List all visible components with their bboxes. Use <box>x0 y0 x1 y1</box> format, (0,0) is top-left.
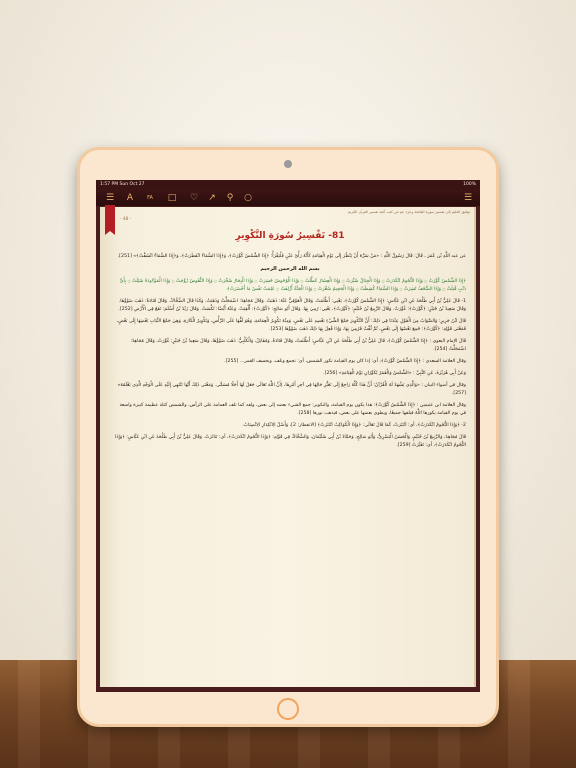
paragraph: وقال في أضواء البيان : «وَالَّذِي يَشْهَدُ لَهُ الْقُرْآنُ: أَنَّ هَذَا كُلَّهُ رَاجِعٌ إِلَى تَغَيُّرِ حَالِهَا فِي آخِرِ أَمْرِهَا، لِأَنَّ اللَّهَ تَعَالَى جَعَلَ لَهَا أَجَلًا مُسَمًّى. وَمَعْنَى ذَلِكَ أَنَّهَا تَنْتَهِي إِلَيْهِ عَلَى الْوَجْهِ الَّذِي يَعْلَمُهُ» [257]. <box>117 383 466 396</box>
paragraph: ﴿إِذَا الشَّمْسُ كُوِّرَتْ ۝ وَإِذَا النُّجُومُ انْكَدَرَتْ ۝ وَإِذَا الْجِبَالُ سُيِّرَتْ ۝ وَإِذَا الْعِشَارُ عُطِّلَتْ ۝ وَإِذَا الْوُحُوشُ حُشِرَتْ ۝ وَإِذَا الْبِحَارُ سُجِّرَتْ ۝ وَإِذَا النُّفُوسُ زُوِّجَتْ ۝ وَإِذَا الْمَوْءُودَةُ سُئِلَتْ ۝ بِأَيِّ ذَنْبٍ قُتِلَتْ ۝ وَإِذَا الصُّحُفُ نُشِرَتْ ۝ وَإِذَا السَّمَاءُ كُشِطَتْ ۝ وَإِذَا الْجَحِيمُ سُعِّرَتْ ۝ وَإِذَا الْجَنَّةُ أُزْلِفَتْ ۝ عَلِمَتْ نَفْسٌ مَا أَحْضَرَتْ﴾. <box>119 279 466 292</box>
comment-icon[interactable]: ○ <box>244 193 252 203</box>
paragraph: وقال العلامة السعدي : ﴿إِذَا الشَّمْسُ كُوِّرَتْ﴾، أي: إذا كان يوم القيامة تكور الشمس، أي: تجمع وتلف، ويخسف القمر... [255]. <box>224 359 466 364</box>
status-time: 1:57 PM Sun Oct 27 <box>100 182 145 187</box>
toolbar <box>96 190 480 206</box>
paragraph: وَعَنْ أَبِي هُرَيْرَةَ، عَنِ النَّبِيِّ : «الشَّمْسُ وَالْقَمَرُ يُكَوَّرَانِ يَوْمَ الْقِيَامَةِ» [256]. <box>323 371 466 376</box>
paragraph: 1- قَالَ عَلِيُّ بْنُ أَبِي طَلْحَةَ عَنِ ابْنِ عَبَّاسٍ: ﴿إِذَا الشَّمْسُ كُوِّرَتْ﴾، يَعْنِي: أَظْلَمَتْ. وَقَالَ الْعَوْفِيُّ عَنْهُ: ذَهَبَتْ. وَقَالَ مُجَاهِدٌ: اضْمَحَلَّتْ وَذَهَبَتْ. وَكَذَا قَالَ الضَّحَّاكُ. وَقَالَ قَتَادَةُ: ذَهَبَ ضَوْؤُهَا. وَقَالَ سَعِيدُ بْنُ جُبَيْرٍ: ﴿كُوِّرَتْ﴾: غُوِّرَتْ. وَقَالَ الرَّبِيعُ بْنُ خُثَيْمٍ: ﴿كُوِّرَتْ﴾، يَعْنِي: رُمِيَ بِهَا. وَقَالَ أَبُو صَالِحٍ: ﴿كُوِّرَتْ﴾: أُلْقِيَتْ. وَعَنْهُ أَيْضًا: نُكِّسَتْ. وَقَالَ زَيْدُ بْنُ أَسْلَمَ: تَقَعُ فِي الْأَرْضِ [252]. <box>118 299 466 312</box>
page-content <box>114 229 466 454</box>
library-icon[interactable]: ☰ <box>105 193 115 203</box>
paragraph: وقال العلامة ابن عثيمين : ﴿إِذَا الشَّمْسُ كُوِّرَتْ﴾: هذا يكون يوم القيامة، والتكوير: جمع الشيء بعضه إلى بعض، ولفه كما تلف العمامة على الرأس، والشمس كتلة عظيمة كبيرة واسعة في يوم القيامة يكورها اللَّهُ فيلفها جميعًا، ويطوي بعضها على بعض، فيذهب نورها [258]. <box>119 403 466 416</box>
bookmark-ribbon[interactable] <box>105 205 115 231</box>
camera-icon <box>284 160 292 168</box>
paragraph: قَالَ ابْنُ جَرِيرٍ: وَالصَّوَابُ مِنَ الْقَوْلِ عِنْدَنَا فِي ذَلِكَ: أَنَّ التَّكْوِيرَ جَمْعُ الشَّيْءِ بَعْضِهِ عَلَى بَعْضٍ، وَمِنْهُ تَكْوِيرُ الْعِمَامَةِ، وَهُوَ لَفُّهَا عَلَى الرَّأْسِ، وَتَكْوِيرُ الْكَارَةِ، وَهِيَ جَمْعُ الثِّيَابِ بَعْضِهَا إِلَى بَعْضٍ، فَمَعْنَى قَوْلِهِ: ﴿كُوِّرَتْ﴾: جُمِعَ بَعْضُهَا إِلَى بَعْضٍ، ثُمَّ لُفَّتْ فَرُمِيَ بِهَا، وَإِذَا فُعِلَ بِهَا ذَلِكَ ذَهَبَ ضَوْؤُهَا [253]. <box>116 319 466 332</box>
app-screen <box>96 180 480 692</box>
status-bar <box>96 180 480 190</box>
search-icon[interactable]: ⚲ <box>226 193 234 203</box>
page-number: - 48 - <box>120 216 132 221</box>
reader-area <box>96 206 480 692</box>
battery-indicator: 100% <box>463 182 476 187</box>
text-style-icon[interactable]: A <box>126 193 134 203</box>
home-button[interactable] <box>277 698 299 720</box>
paragraph-list <box>114 253 466 450</box>
book-title-header: توفيق العليم إلى تفسير سورة الفاتحة وجزء عم من كتب أئمة تفسير القرآن الكريم <box>347 210 470 214</box>
paragraph: 2- ﴿وَإِذَا النُّجُومُ انْكَدَرَتْ﴾، أي: انْتَثَرَتْ، كَمَا قَالَ تَعَالَى: ﴿وَإِذَا الْكَوَاكِبُ انْتَثَرَتْ﴾ [الانفطار: 2]، وَأَصْلُ الِانْكِدَارِ الِانْصِبَابُ. <box>242 423 466 428</box>
basmala: بسم الله الرحمن الرحيم <box>260 266 320 272</box>
paragraph: عن عبد اللَّهِ بْن عُمَرَ ، قَالَ: قَالَ رَسُولُ اللَّهِ : «مَنْ سَرَّهُ أَنْ يَنْظُرَ إِلَى يَوْمِ الْقِيَامَةِ كَأَنَّهُ رَأْيُ عَيْنٍ فَلْيَقْرَأْ: ﴿إِذَا الشَّمْسُ كُوِّرَتْ﴾، وَ﴿إِذَا السَّمَاءُ انْفَطَرَتْ﴾، وَ﴿إِذَا السَّمَاءُ انْشَقَّتْ﴾» [251]. <box>117 254 466 259</box>
bookmark-add-icon[interactable]: □ <box>167 193 177 203</box>
favorite-icon[interactable]: ♡ <box>189 193 199 203</box>
menu-icon[interactable]: ☰ <box>463 193 473 203</box>
book-page[interactable] <box>100 207 476 687</box>
paragraph: قَالَ مُجَاهِدٌ، وَالرَّبِيعُ بْنُ خُثَيْمٍ، وَالْحَسَنُ الْبَصْرِيُّ، وَأَبُو صَالِحٍ، وَحَمَّادُ بْنُ أَبِي سُلَيْمَانَ، وَالضَّحَّاكُ فِي قَوْلِهِ: ﴿وَإِذَا النُّجُومُ انْكَدَرَتْ﴾، أي: تَنَاثَرَتْ. وَقَالَ عَلِيُّ بْنُ أَبِي طَلْحَةَ عَنِ ابْنِ عَبَّاسٍ: ﴿وَإِذَا النُّجُومُ انْكَدَرَتْ﴾، أي: تَغَيَّرَتْ [259]. <box>115 435 466 448</box>
surah-title: 81- تَفْسِيرُ سُورَةِ التَّكْوِيرِ <box>235 231 345 241</box>
paragraph: قَالَ الإمام البغوي : ﴿إِذَا الشَّمْسُ كُوِّرَتْ﴾، قَالَ عَلِيُّ بْنُ أَبِي طَلْحَةَ عَنِ ابْنِ عَبَّاسٍ: أَظْلَمَتْ، وَقَالَ قَتَادَةُ، وَمُقَاتِلٌ، وَالْكَلْبِيُّ: ذَهَبَ ضَوْؤُهَا، وَقَالَ سَعِيدُ بْنُ جُبَيْرٍ: غُوِّرَتْ، وَقَالَ مُجَاهِدٌ: اضْمَحَلَّتْ [254]. <box>130 339 466 352</box>
share-icon[interactable]: ↗ <box>208 193 216 203</box>
font-size-icon[interactable]: FA <box>147 195 153 201</box>
